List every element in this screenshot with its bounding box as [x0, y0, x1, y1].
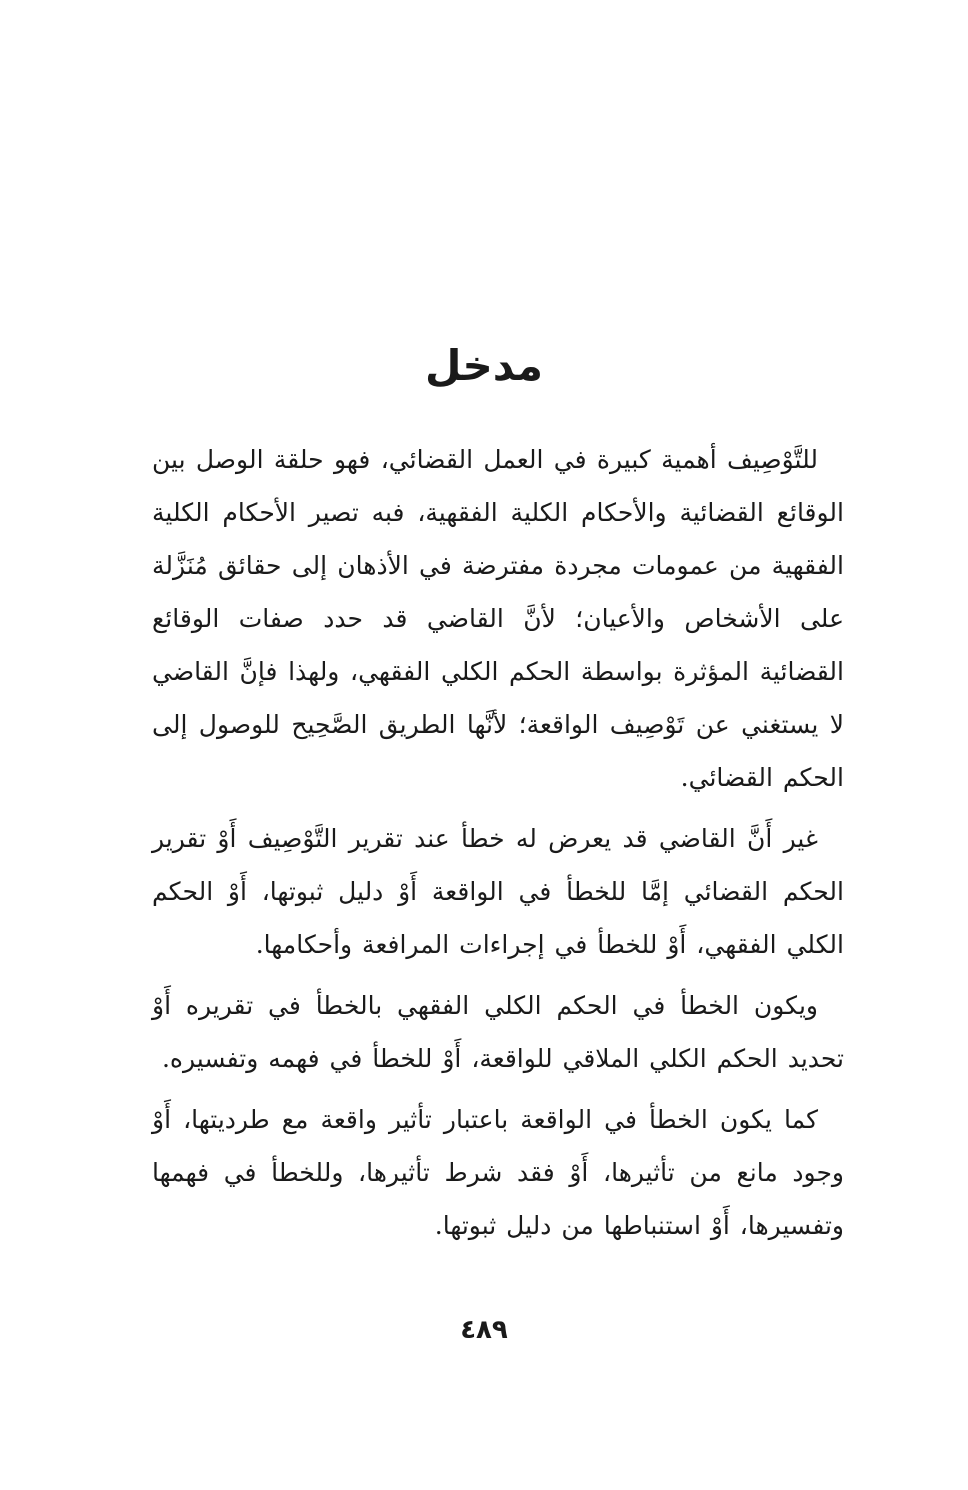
- page-number: ٤٨٩: [460, 1315, 508, 1345]
- page-title: مدخل: [424, 341, 544, 390]
- paragraph: غير أَنَّ القاضي قد يعرض له خطأ عند تقرير التَّوْصِيف أَوْ تقرير الحكم القضائي إمَّا للخطأ في الواقعة أَوْ دليل ثبوتها، أَوْ الحكم الكلي الفقهي، أَوْ للخطأ في إجراءات المرافعة وأحكامها.: [152, 824, 844, 959]
- paragraph: ويكون الخطأ في الحكم الكلي الفقهي بالخطأ في تقريره أَوْ تحديد الحكم الكلي الملاقي للواقعة، أَوْ للخطأ في فهمه وتفسيره.: [152, 991, 844, 1073]
- body-text: [152, 433, 844, 1260]
- paragraph: للتَّوْصِيف أهمية كبيرة في العمل القضائي، فهو حلقة الوصل بين الوقائع القضائية والأحكام الكلية الفقهية، فبه تصير الأحكام الكلية الفقهية من عمومات مجردة مفترضة في الأذهان إلى حقائق مُنَزَّلة على الأشخاص والأعيان؛ لأنَّ القاضي قد حدد صفات الوقائع القضائية المؤثرة بواسطة الحكم الكلي الفقهي، ولهذا فإنَّ القاضي لا يستغني عن تَوْصِيف الواقعة؛ لأنَّها الطريق الصَّحِيح للوصول إلى الحكم القضائي.: [152, 445, 844, 792]
- paragraph: كما يكون الخطأ في الواقعة باعتبار تأثير واقعة مع طرديتها، أَوْ وجود مانع من تأثيرها، أَوْ فقد شرط تأثيرها، وللخطأ في فهمها وتفسيرها، أَوْ استنباطها من دليل ثبوتها.: [152, 1105, 844, 1240]
